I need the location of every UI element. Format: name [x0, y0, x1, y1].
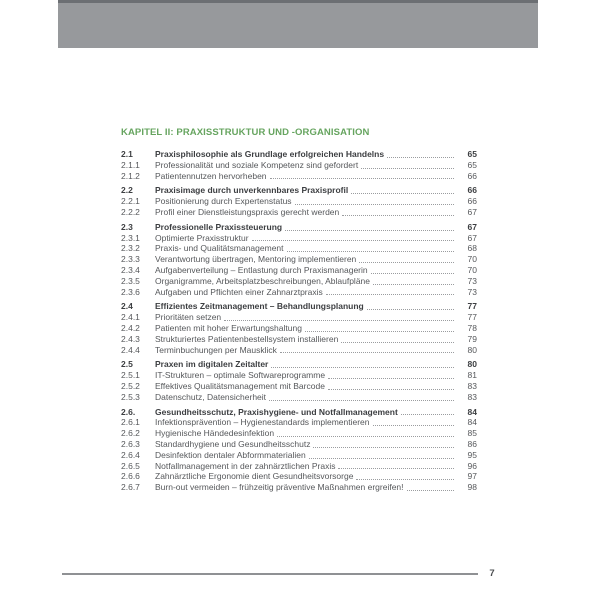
- dotted-leader: [270, 178, 454, 179]
- entry-page-number: 70: [467, 264, 477, 275]
- entry-number: 2.6.5: [121, 460, 140, 471]
- toc-entry: [121, 254, 477, 265]
- entry-title: Notfallmanagement in der zahnärztlichen Praxis: [155, 460, 336, 471]
- footer-rule: [62, 573, 478, 575]
- dotted-leader: [269, 400, 454, 401]
- entry-page-number: 66: [467, 185, 477, 196]
- entry-title: Praxisimage durch unverkennbares Praxisprofil: [155, 185, 349, 196]
- entry-page-number: 83: [467, 391, 477, 402]
- dotted-leader: [367, 309, 454, 310]
- dotted-leader: [359, 262, 454, 263]
- entry-page-number: 66: [467, 196, 477, 207]
- entry-title: Aufgaben und Pflichten einer Zahnarztpraxis: [155, 286, 323, 297]
- toc-entry: [121, 370, 477, 381]
- entry-page-number: 85: [467, 428, 477, 439]
- entry-number: 2.4.1: [121, 312, 140, 323]
- entry-title: Gesundheitsschutz, Praxishygiene- und Notfallmanagement: [155, 406, 398, 417]
- toc-entry: [121, 381, 477, 392]
- dotted-leader: [373, 284, 454, 285]
- entry-number: 2.5.3: [121, 391, 140, 402]
- entry-page-number: 96: [467, 460, 477, 471]
- entry-title: Terminbuchungen per Mausklick: [155, 344, 277, 355]
- entry-number: 2.3.6: [121, 286, 140, 297]
- dotted-leader: [252, 240, 454, 241]
- entry-title: Zahnärztliche Ergonomie dient Gesundheitsvorsorge: [155, 471, 354, 482]
- toc-entry: [121, 482, 477, 493]
- entry-number: 2.3.5: [121, 275, 140, 286]
- entry-page-number: 84: [467, 406, 477, 417]
- entry-title: IT-Strukturen – optimale Softwareprogramme: [155, 370, 326, 381]
- dotted-leader: [305, 331, 454, 332]
- entry-title: Hygienische Händedesinfektion: [155, 428, 275, 439]
- entry-title: Datenschutz, Datensicherheit: [155, 391, 267, 402]
- toc-entry: [121, 439, 477, 450]
- toc-section: [121, 407, 477, 493]
- toc-entry: [121, 334, 477, 345]
- entry-page-number: 78: [467, 322, 477, 333]
- entry-number: 2.3.4: [121, 264, 140, 275]
- toc-entry: [121, 287, 477, 298]
- dotted-leader: [342, 215, 454, 216]
- entry-number: 2.2.2: [121, 206, 140, 217]
- entry-page-number: 67: [467, 221, 477, 232]
- entry-page-number: 83: [467, 380, 477, 391]
- toc-entry: [121, 323, 477, 334]
- entry-number: 2.6.4: [121, 449, 140, 460]
- entry-page-number: 79: [467, 333, 477, 344]
- toc-entry: [121, 461, 477, 472]
- entry-page-number: 80: [467, 359, 477, 370]
- dotted-leader: [295, 204, 454, 205]
- dotted-leader: [309, 458, 454, 459]
- toc-entry: [121, 149, 477, 160]
- toc-entry: [121, 471, 477, 482]
- toc-entry: [121, 185, 477, 196]
- entry-page-number: 65: [467, 159, 477, 170]
- entry-number: 2.1: [121, 149, 133, 159]
- entry-number: 2.2: [121, 185, 133, 196]
- toc-entry: [121, 207, 477, 218]
- entry-number: 2.3: [121, 221, 133, 232]
- entry-number: 2.1.1: [121, 159, 140, 170]
- dotted-leader: [373, 425, 454, 426]
- dotted-leader: [313, 447, 454, 448]
- entry-title: Patientennutzen hervorheben: [155, 170, 267, 181]
- toc-entry: [121, 359, 477, 370]
- toc-section: [121, 222, 477, 298]
- entry-number: 2.5.1: [121, 370, 140, 381]
- entry-number: 2.4.3: [121, 333, 140, 344]
- entry-title: Effizientes Zeitmanagement – Behandlungsplanung: [155, 301, 364, 312]
- entry-number: 2.6.1: [121, 417, 140, 428]
- dotted-leader: [328, 378, 454, 379]
- entry-title: Desinfektion dentaler Abformmaterialien: [155, 449, 306, 460]
- dotted-leader: [328, 389, 454, 390]
- entry-page-number: 77: [467, 301, 477, 312]
- dotted-leader: [271, 367, 454, 368]
- entry-number: 2.6.2: [121, 428, 140, 439]
- entry-number: 2.6.7: [121, 482, 140, 493]
- toc-entry: [121, 428, 477, 439]
- dotted-leader: [407, 490, 454, 491]
- toc-section: [121, 149, 477, 181]
- entry-title: Praxis- und Qualitätsmanagement: [155, 243, 284, 254]
- entry-number: 2.3.2: [121, 243, 140, 254]
- dotted-leader: [387, 157, 454, 158]
- entry-number: 2.3.1: [121, 232, 140, 243]
- entry-page-number: 73: [467, 286, 477, 297]
- entry-title: Standardhygiene und Gesundheitsschutz: [155, 438, 311, 449]
- entry-number: 2.6.3: [121, 438, 140, 449]
- entry-title: Effektives Qualitätsmanagement mit Barcode: [155, 380, 325, 391]
- entry-page-number: 67: [467, 206, 477, 217]
- entry-title: Aufgabenverteilung – Entlastung durch Praxismanagerin: [155, 264, 368, 275]
- toc-section: [121, 301, 477, 355]
- entry-page-number: 84: [467, 417, 477, 428]
- toc-entry: [121, 233, 477, 244]
- entry-number: 2.4.2: [121, 322, 140, 333]
- entry-number: 2.5.2: [121, 380, 140, 391]
- toc-entry: [121, 265, 477, 276]
- entry-page-number: 95: [467, 449, 477, 460]
- chapter-title: KAPITEL II: PRAXISSTRUKTUR UND -ORGANISATION: [121, 127, 370, 138]
- toc-list: [121, 149, 477, 493]
- entry-title: Professionalität und soziale Kompetenz sind gefordert: [155, 159, 359, 170]
- dotted-leader: [285, 230, 454, 231]
- entry-page-number: 80: [467, 344, 477, 355]
- entry-title: Praxisphilosophie als Grundlage erfolgreichen Handelns: [155, 149, 385, 159]
- entry-number: 2.4: [121, 301, 133, 312]
- entry-title: Praxen im digitalen Zeitalter: [155, 359, 269, 370]
- toc-entry: [121, 160, 477, 171]
- entry-title: Organigramme, Arbeitsplatzbeschreibungen, Ablaufpläne: [155, 275, 370, 286]
- entry-title: Positionierung durch Expertenstatus: [155, 196, 292, 207]
- toc-entry: [121, 417, 477, 428]
- entry-number: 2.3.3: [121, 254, 140, 265]
- header-bar: [58, 0, 538, 48]
- entry-page-number: 97: [467, 471, 477, 482]
- dotted-leader: [361, 168, 454, 169]
- dotted-leader: [356, 479, 454, 480]
- entry-number: 2.5: [121, 359, 133, 370]
- entry-title: Patienten mit hoher Erwartungshaltung: [155, 322, 302, 333]
- toc-entry: [121, 171, 477, 182]
- toc-entry: [121, 312, 477, 323]
- toc-entry: [121, 392, 477, 403]
- entry-page-number: 86: [467, 438, 477, 449]
- entry-page-number: 98: [467, 482, 477, 493]
- toc-section: [121, 359, 477, 402]
- dotted-leader: [401, 414, 454, 415]
- entry-title: Burn-out vermeiden – frühzeitig präventive Maßnahmen ergreifen!: [155, 482, 404, 493]
- dotted-leader: [338, 468, 454, 469]
- entry-title: Professionelle Praxissteuerung: [155, 221, 283, 232]
- entry-title: Profil einer Dienstleistungspraxis gerecht werden: [155, 206, 340, 217]
- toc-entry: [121, 345, 477, 356]
- toc-entry: [121, 276, 477, 287]
- dotted-leader: [351, 193, 454, 194]
- entry-page-number: 68: [467, 243, 477, 254]
- entry-page-number: 81: [467, 370, 477, 381]
- entry-number: 2.6.: [121, 406, 136, 417]
- entry-number: 2.2.1: [121, 196, 140, 207]
- dotted-leader: [277, 436, 454, 437]
- toc-section: [121, 185, 477, 217]
- entry-title: Infektionsprävention – Hygienestandards implementieren: [155, 417, 370, 428]
- entry-number: 2.6.6: [121, 471, 140, 482]
- entry-page-number: 65: [467, 149, 477, 159]
- toc-entry: [121, 222, 477, 233]
- entry-page-number: 77: [467, 312, 477, 323]
- toc-entry: [121, 407, 477, 418]
- footer-page-number: 7: [489, 568, 495, 579]
- entry-title: Strukturiertes Patientenbestellsystem installieren: [155, 333, 339, 344]
- entry-title: Verantwortung übertragen, Mentoring implementieren: [155, 254, 357, 265]
- entry-number: 2.1.2: [121, 170, 140, 181]
- toc-entry: [121, 243, 477, 254]
- entry-title: Prioritäten setzen: [155, 312, 222, 323]
- entry-page-number: 67: [467, 232, 477, 243]
- toc-entry: [121, 301, 477, 312]
- dotted-leader: [371, 273, 454, 274]
- entry-page-number: 70: [467, 254, 477, 265]
- entry-page-number: 66: [467, 170, 477, 181]
- toc-content: [121, 127, 477, 493]
- entry-page-number: 73: [467, 275, 477, 286]
- dotted-leader: [287, 251, 454, 252]
- dotted-leader: [326, 294, 454, 295]
- toc-entry: [121, 450, 477, 461]
- entry-title: Optimierte Praxisstruktur: [155, 232, 249, 243]
- dotted-leader: [280, 352, 454, 353]
- entry-number: 2.4.4: [121, 344, 140, 355]
- dotted-leader: [341, 342, 454, 343]
- toc-entry: [121, 196, 477, 207]
- dotted-leader: [224, 320, 454, 321]
